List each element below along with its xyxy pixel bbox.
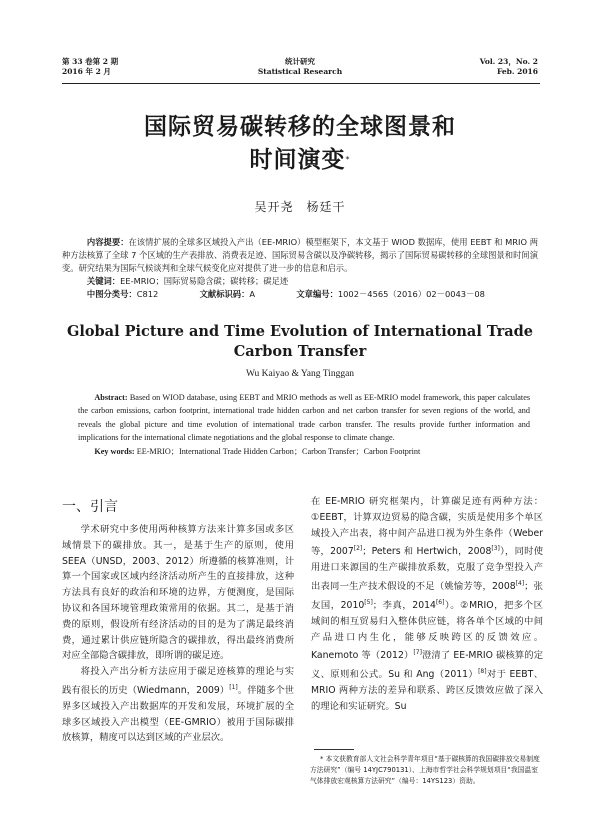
right-column [311, 494, 543, 715]
journal-volume [440, 57, 538, 77]
article-number-label: 文章编号： [296, 289, 338, 299]
paragraph-text: ），同时使用进口来源国的生产碳排放系数，克服了竞争型投入产出表同一生产技术假设的不足（姚愉芳等，2008 [311, 546, 543, 593]
citation-ref: [1] [229, 683, 238, 691]
journal-issue [62, 57, 118, 77]
journal-name [200, 57, 400, 77]
authors-cn: 吴开尧 杨廷干 [254, 200, 346, 214]
keywords-cn-text: EE-MRIO；国际贸易隐含碳；碳转移；碳足迹 [120, 276, 289, 286]
citation-ref: [5] [364, 598, 373, 606]
title-en-line2: Carbon Transfer [233, 343, 367, 360]
clc-label: 中图分类号： [86, 289, 137, 299]
abstract-en-label: Abstract: [94, 393, 128, 402]
journal-name-en: Statistical Research [257, 67, 343, 76]
paragraph [311, 494, 543, 715]
keywords-en [78, 445, 530, 458]
citation-ref: [7] [413, 649, 422, 657]
clc-value: C812 [136, 289, 159, 299]
section-heading-intro: 一、引言 [62, 499, 118, 515]
title-cn-line1: 国际贸易碳转移的全球图景和 [144, 114, 456, 140]
abstract-en-body [78, 391, 530, 444]
footnote-text: 本文获教育部人文社会科学青年项目“基于碳核算的我国碳排放交易制度方法研究”（编号 14YJC790131）、上海市哲学社会科学规划项目“我国温室气体排放宏观核算方法研究”（编号：14YS123）资助。 [310, 755, 540, 785]
paragraph-text: ；张友国，2010 [311, 581, 543, 612]
keywords-cn-label: 关键词： [86, 276, 121, 286]
paragraph-text: 将投入产出分析方法应用于碳足迹核算的理论与实践有很长的历史（Wiedmann，2009） [62, 666, 294, 697]
citation-ref: [2] [353, 545, 363, 553]
keywords-en-text: EE-MRIO；International Trade Hidden Carbon；Carbon Transfer；Carbon Footprint [136, 447, 421, 457]
title-en-line1: Global Picture and Time Evolution of International Trade [66, 323, 534, 340]
header-rule [62, 83, 540, 84]
abstract-cn-text: 在该情扩展的全球多区域投入产出（EE-MRIO）模型框架下，本文基于 WIOD 数据库，使用 EEBT 和 MRIO 两种方法核算了全球 7 个区域的生产表排放、消费表足迹、国际贸易含碳以及净碳转移，揭示了国际贸易碳转移的全球图景和时间演变。研究结果为国际气候谈判和全球气候变化应对提供了进一步的信息和启示。 [62, 237, 538, 273]
paragraph: 学术研究中多使用两种核算方法来计算多国或多区域情景下的碳排放。其一，是基于生产的原则，使用 SEEA（UNSD，2003、2012）所遵循的核算准则，计算一个国家或区域内经济活动所产生的直接排放，这种方法具有良好的政治和环境的边界，方便测度，是国际协议和各国环境管理政策常用的依据。其二，是基于消费的原则，假设所有经济活动的目的是为了满足最终消费，通过累计供应链所隐含的碳排放，得出最终消费所对应全部隐含碳排放，即所谓的碳足迹。 [62, 524, 294, 662]
abstract-en-text: Based on WIOD database, using EEBT and MRIO methods as well as EE-MRIO model framework, this paper calculates the carbon emissions, carbon footprint, international trade hidden carbon and net carbon transfer for seven regions of the world, and reveals the global picture and time evolution of international trade carbon transfer. The results provide further information and implications for the international climate negotiations and the global response to climate change. [78, 393, 531, 442]
article-number-value: 1002－4565（2016）02－0043－08 [337, 289, 485, 299]
doc-code-value: A [249, 289, 256, 299]
title-cn-line2 [0, 143, 600, 177]
paragraph-text: 对于 EEBT、MRIO 两种方法的差异和联系、跨区反馈效应做了深入的理论和实证研究。Su [311, 669, 543, 713]
paragraph-text: ）。②MRIO，把多个区域间的相互贸易归入整体供应链，将各单个区域的中间产品进口内生化，能够反映跨区的反馈效应。Kanemoto 等（2012） [311, 600, 543, 662]
doc-code-label: 文献标识码： [199, 289, 250, 299]
footnote-rule [314, 749, 354, 750]
paragraph-text: 。伴随多个世界多区域投入产出数据库的开发和发展，环境扩展的全球多区域投入产出模型（EE-GMRIO）被用于国际碳排放核算，精度可以达到区域的产业层次。 [62, 685, 294, 744]
keywords-cn [62, 275, 538, 288]
issue-volume: 第 33 卷第 2 期 [62, 57, 119, 66]
classification-line [62, 288, 538, 301]
paragraph-text: 在 EE-MRIO 研究框架内，计算碳足迹有两种方法：①EEBT，计算双边贸易的隐含碳，实质是使用多个单区域投入产出表，将中间产品进口视为外生条件（Weber 等，2007 [311, 496, 543, 558]
citation-ref: [3] [491, 545, 500, 553]
citation-ref: [6] [435, 598, 445, 606]
paragraph-text: ；李真，2014 [372, 600, 436, 612]
abstract-cn-label: 内容提要： [86, 237, 129, 247]
paragraph [62, 664, 294, 746]
footnote-mark: * [320, 755, 324, 763]
abstract-cn [62, 236, 538, 301]
volume-number: Vol. 23，No. 2 [479, 57, 538, 66]
left-column [62, 522, 294, 746]
paragraph-text: ；Peters 和 Hertwich，2008 [362, 546, 492, 558]
journal-name-cn: 统计研究 [285, 57, 315, 66]
paragraph-text: 澄清了 EE-MRIO 碳核算的定义、原则和公式。Su 和 Ang（2011） [311, 650, 543, 681]
title-footnote-mark: * [345, 155, 351, 164]
keywords-en-label: Key words: [94, 447, 135, 457]
abstract-en [78, 391, 530, 458]
citation-ref: [8] [478, 668, 487, 676]
citation-ref: [4] [515, 580, 525, 588]
title-cn-line2-text: 时间演变 [249, 147, 346, 173]
authors-en: Wu Kaiyao & Yang Tinggan [245, 369, 355, 379]
footnote [310, 754, 544, 787]
volume-date: Feb. 2016 [496, 67, 538, 76]
issue-date: 2016 年 2 月 [62, 67, 111, 76]
abstract-cn-body [62, 236, 538, 275]
